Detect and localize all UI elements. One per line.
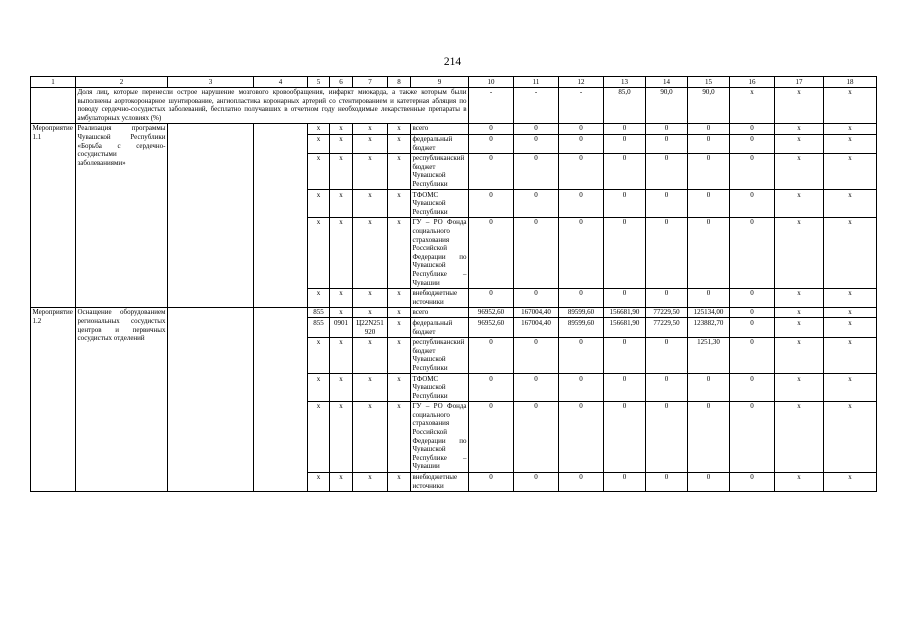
funding-source: республиканский бюджет Чувашской Республики	[411, 153, 469, 189]
year-value: 0	[688, 153, 730, 189]
column-number: 14	[646, 77, 688, 88]
year-value: 167004,40	[514, 307, 559, 318]
year-value: 0	[646, 374, 688, 402]
executor-cell	[168, 307, 254, 491]
indicator-value: x	[824, 87, 877, 123]
year-value: 0	[604, 217, 646, 288]
table-row	[31, 307, 877, 318]
measure-label: Мероприятие 1.1	[31, 123, 76, 307]
year-value: 0	[688, 401, 730, 472]
year-value: 0	[730, 134, 775, 153]
year-value: 123882,70	[688, 318, 730, 337]
year-value: x	[775, 153, 824, 189]
year-value: 0	[604, 401, 646, 472]
code-expense: x	[388, 288, 411, 307]
year-value: 0	[604, 337, 646, 373]
year-value: 0	[730, 217, 775, 288]
year-value: 0	[559, 401, 604, 472]
column-number: 10	[469, 77, 514, 88]
year-value: 0	[469, 153, 514, 189]
column-number: 17	[775, 77, 824, 88]
year-value: x	[775, 190, 824, 218]
year-value: x	[775, 337, 824, 373]
funding-source: федеральный бюджет	[411, 318, 469, 337]
code-target: x	[353, 288, 388, 307]
measure-name: Оснащение оборудованием региональных сосудистых центров и первичных сосудистых отделений	[76, 307, 168, 491]
year-value: x	[824, 472, 877, 491]
year-value: x	[824, 401, 877, 472]
year-value: 0	[604, 134, 646, 153]
year-value: 0	[559, 153, 604, 189]
column-number: 15	[688, 77, 730, 88]
code-section: x	[330, 472, 353, 491]
code-grbs: x	[308, 217, 330, 288]
code-target: x	[353, 307, 388, 318]
year-value: x	[775, 123, 824, 134]
page-number: 214	[443, 56, 462, 68]
year-value: 0	[646, 134, 688, 153]
year-value: x	[775, 288, 824, 307]
indicator-value: -	[469, 87, 514, 123]
year-value: 0	[469, 134, 514, 153]
code-grbs: x	[308, 123, 330, 134]
code-section: 0901	[330, 318, 353, 337]
funding-source: внебюджетные источники	[411, 472, 469, 491]
code-grbs: 855	[308, 318, 330, 337]
year-value: 0	[559, 134, 604, 153]
code-section: x	[330, 307, 353, 318]
code-expense: x	[388, 318, 411, 337]
indicator-value: -	[559, 87, 604, 123]
year-value: 0	[469, 337, 514, 373]
code-expense: x	[388, 307, 411, 318]
column-number: 4	[254, 77, 308, 88]
year-value: 0	[688, 472, 730, 491]
year-value: 0	[469, 401, 514, 472]
year-value: 156681,90	[604, 307, 646, 318]
code-target: Ц22N251920	[353, 318, 388, 337]
year-value: 0	[646, 190, 688, 218]
measure-name: Реализация программы Чувашской Республики «Борьба с сердечно-сосудистыми заболеваниями»	[76, 123, 168, 307]
year-value: 0	[646, 153, 688, 189]
year-value: x	[775, 318, 824, 337]
column-number: 16	[730, 77, 775, 88]
year-value: 0	[730, 307, 775, 318]
code-section: x	[330, 123, 353, 134]
code-section: x	[330, 288, 353, 307]
year-value: x	[775, 217, 824, 288]
indicator-value: 85,0	[604, 87, 646, 123]
indicator-value: 90,0	[646, 87, 688, 123]
year-value: 0	[604, 374, 646, 402]
column-number: 8	[388, 77, 411, 88]
table-row	[31, 123, 877, 134]
year-value: x	[824, 153, 877, 189]
column-number: 13	[604, 77, 646, 88]
year-value: 0	[688, 288, 730, 307]
code-grbs: 855	[308, 307, 330, 318]
code-expense: x	[388, 217, 411, 288]
year-value: x	[775, 134, 824, 153]
year-value: 0	[604, 153, 646, 189]
year-value: 0	[469, 217, 514, 288]
year-value: 96952,60	[469, 307, 514, 318]
year-value: 0	[514, 134, 559, 153]
year-value: 0	[514, 153, 559, 189]
year-value: 0	[469, 190, 514, 218]
header-row	[31, 77, 877, 88]
year-value: x	[824, 190, 877, 218]
code-target: x	[353, 374, 388, 402]
empty-cell	[31, 87, 76, 123]
year-value: 0	[514, 472, 559, 491]
code-grbs: x	[308, 337, 330, 373]
code-section: x	[330, 153, 353, 189]
column-number: 2	[76, 77, 168, 88]
year-value: 0	[514, 190, 559, 218]
year-value: 0	[604, 123, 646, 134]
code-target: x	[353, 123, 388, 134]
year-value: 0	[469, 374, 514, 402]
code-section: x	[330, 190, 353, 218]
year-value: 1251,30	[688, 337, 730, 373]
year-value: 0	[604, 190, 646, 218]
year-value: x	[775, 307, 824, 318]
year-value: x	[775, 472, 824, 491]
funding-source: ТФОМС Чувашской Республики	[411, 190, 469, 218]
code-grbs: x	[308, 153, 330, 189]
year-value: 0	[559, 472, 604, 491]
year-value: 0	[646, 472, 688, 491]
year-value: 0	[688, 217, 730, 288]
year-value: 0	[730, 123, 775, 134]
code-section: x	[330, 134, 353, 153]
code-grbs: x	[308, 134, 330, 153]
year-value: 0	[730, 318, 775, 337]
goal-cell	[254, 307, 308, 491]
indicator-value: x	[775, 87, 824, 123]
year-value: x	[775, 401, 824, 472]
year-value: 0	[559, 123, 604, 134]
funding-source: всего	[411, 307, 469, 318]
year-value: 0	[730, 401, 775, 472]
code-expense: x	[388, 134, 411, 153]
year-value: 0	[514, 374, 559, 402]
funding-source: ТФОМС Чувашской Республики	[411, 374, 469, 402]
code-section: x	[330, 337, 353, 373]
year-value: 0	[514, 123, 559, 134]
year-value: 0	[646, 337, 688, 373]
year-value: 167004,40	[514, 318, 559, 337]
year-value: 0	[730, 190, 775, 218]
year-value: 0	[469, 123, 514, 134]
year-value: 0	[646, 217, 688, 288]
indicator-value: -	[514, 87, 559, 123]
indicator-value: x	[730, 87, 775, 123]
code-target: x	[353, 134, 388, 153]
year-value: 0	[730, 472, 775, 491]
year-value: 0	[730, 153, 775, 189]
code-grbs: x	[308, 472, 330, 491]
funding-source: республиканский бюджет Чувашской Республики	[411, 337, 469, 373]
code-expense: x	[388, 472, 411, 491]
year-value: x	[775, 374, 824, 402]
year-value: 0	[688, 374, 730, 402]
year-value: 0	[730, 288, 775, 307]
code-target: x	[353, 217, 388, 288]
year-value: 0	[514, 401, 559, 472]
funding-source: ГУ – РО Фонда социального страхования Российской Федерации по Чувашской Республике – Чувашии	[412, 402, 467, 471]
year-value: 0	[604, 288, 646, 307]
year-value: 89599,60	[559, 307, 604, 318]
year-value: x	[824, 337, 877, 373]
funding-source: всего	[411, 123, 469, 134]
year-value: 89599,60	[559, 318, 604, 337]
year-value: 0	[688, 134, 730, 153]
goal-cell	[254, 123, 308, 307]
code-grbs: x	[308, 288, 330, 307]
code-target: x	[353, 472, 388, 491]
year-value: 0	[514, 288, 559, 307]
year-value: 0	[646, 123, 688, 134]
year-value: 77229,50	[646, 307, 688, 318]
code-grbs: x	[308, 190, 330, 218]
code-section: x	[330, 217, 353, 288]
column-number: 6	[330, 77, 353, 88]
indicator-text: Доля лиц, которые перенесли острое нарушение мозгового кровообращения, инфаркт миокарда, а также которым были выполнены аортокоронарное шунтирование, ангиопластика коронарных артерий со стентированием и катетерная абляция по поводу сердечно-сосудистых заболеваний, бесплатно получавших в отчетном году необходимые лекарственные препараты в амбулаторных условиях (%)	[77, 88, 467, 122]
year-value: 0	[469, 288, 514, 307]
code-expense: x	[388, 337, 411, 373]
year-value: 125134,00	[688, 307, 730, 318]
year-value: 0	[559, 190, 604, 218]
year-value: 0	[559, 217, 604, 288]
measure-label: Мероприятие 1.2	[31, 307, 76, 491]
year-value: 0	[730, 374, 775, 402]
code-target: x	[353, 153, 388, 189]
year-value: 0	[688, 190, 730, 218]
column-number: 7	[353, 77, 388, 88]
year-value: 0	[646, 288, 688, 307]
funding-source: ГУ – РО Фонда социального страхования Российской Федерации по Чувашской Республике – Чувашии	[412, 218, 467, 287]
column-number: 12	[559, 77, 604, 88]
code-expense: x	[388, 401, 411, 472]
column-number: 1	[31, 77, 76, 88]
year-value: 0	[646, 401, 688, 472]
year-value: 0	[469, 472, 514, 491]
executor-cell	[168, 123, 254, 307]
indicator-row	[31, 87, 877, 123]
year-value: 0	[604, 472, 646, 491]
code-grbs: x	[308, 401, 330, 472]
year-value: 0	[514, 217, 559, 288]
year-value: 0	[559, 374, 604, 402]
code-expense: x	[388, 374, 411, 402]
code-section: x	[330, 401, 353, 472]
year-value: x	[824, 123, 877, 134]
column-number: 9	[411, 77, 469, 88]
code-grbs: x	[308, 374, 330, 402]
code-expense: x	[388, 190, 411, 218]
funding-source: федеральный бюджет	[411, 134, 469, 153]
year-value: 0	[514, 337, 559, 373]
year-value: 156681,90	[604, 318, 646, 337]
year-value: 0	[559, 288, 604, 307]
year-value: x	[824, 318, 877, 337]
year-value: 77229,50	[646, 318, 688, 337]
program-table	[30, 76, 877, 492]
column-number: 11	[514, 77, 559, 88]
year-value: 0	[730, 337, 775, 373]
year-value: 0	[559, 337, 604, 373]
year-value: x	[824, 217, 877, 288]
year-value: x	[824, 374, 877, 402]
code-target: x	[353, 337, 388, 373]
funding-source: внебюджетные источники	[411, 288, 469, 307]
code-expense: x	[388, 153, 411, 189]
indicator-value: 90,0	[688, 87, 730, 123]
year-value: 96952,60	[469, 318, 514, 337]
code-target: x	[353, 401, 388, 472]
column-number: 18	[824, 77, 877, 88]
year-value: 0	[688, 123, 730, 134]
code-target: x	[353, 190, 388, 218]
column-number: 5	[308, 77, 330, 88]
code-section: x	[330, 374, 353, 402]
code-expense: x	[388, 123, 411, 134]
year-value: x	[824, 288, 877, 307]
column-number: 3	[168, 77, 254, 88]
year-value: x	[824, 307, 877, 318]
year-value: x	[824, 134, 877, 153]
